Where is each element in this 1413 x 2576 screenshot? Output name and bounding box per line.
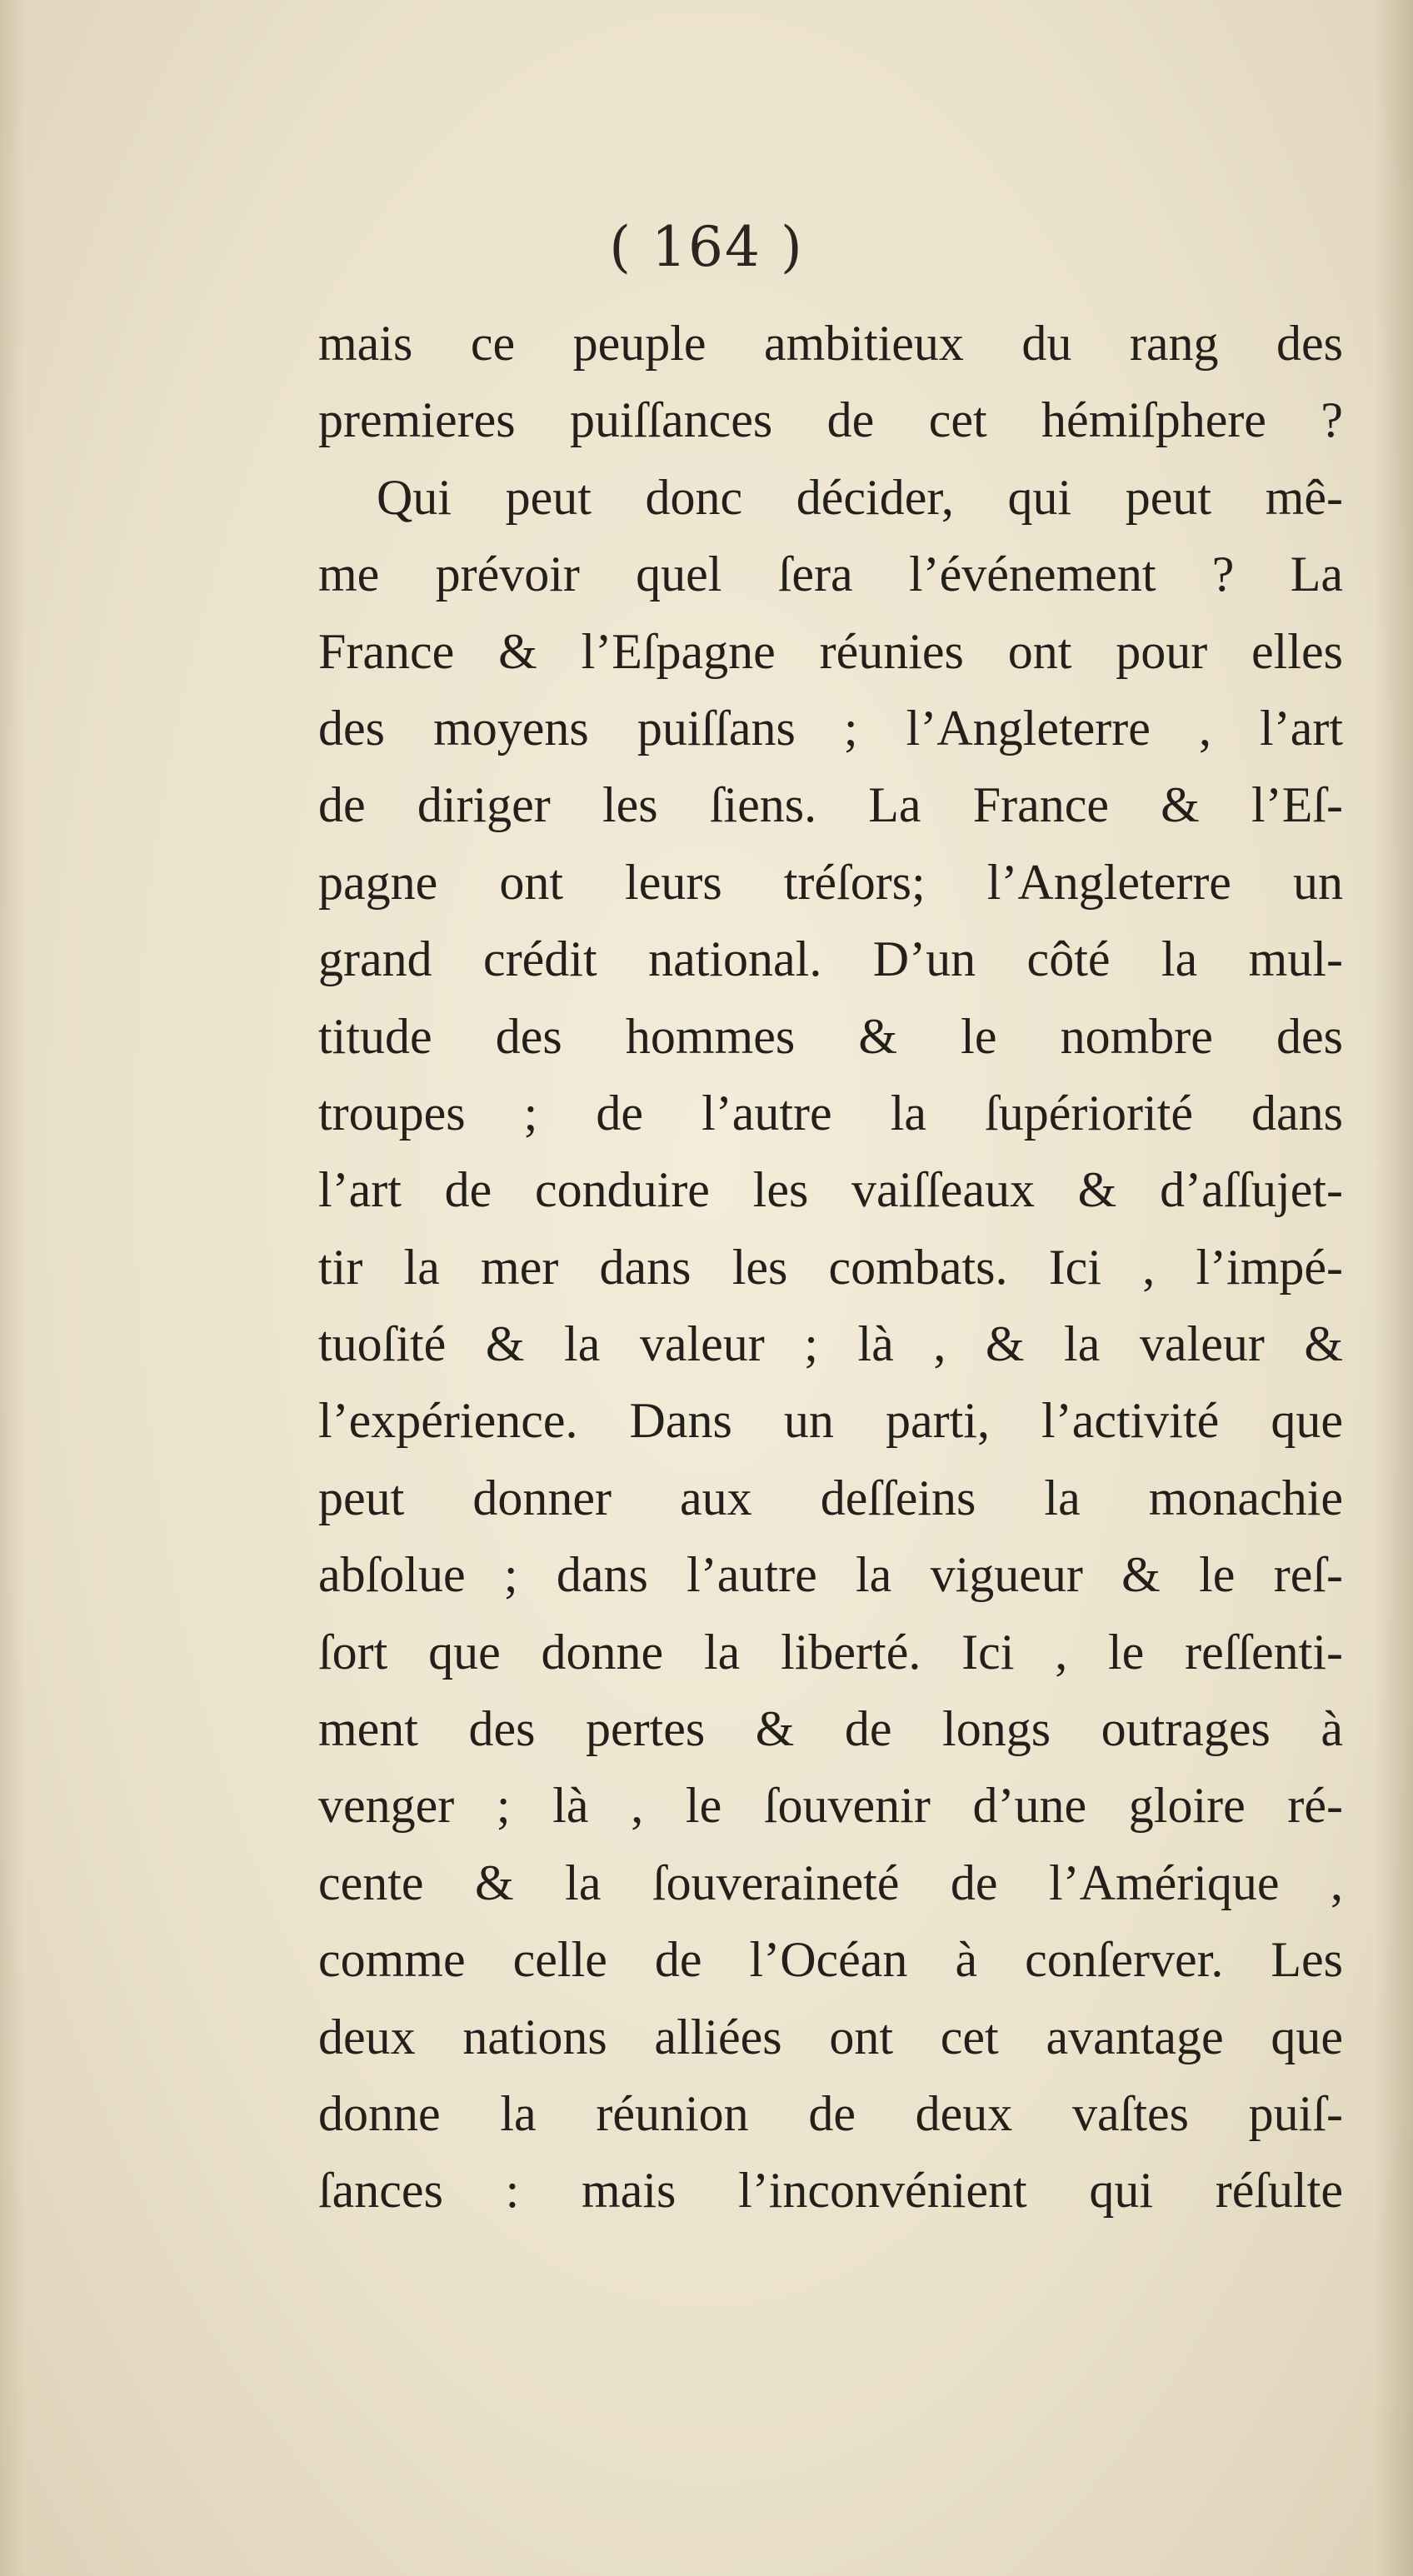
text-line: deux nations alliées ont cet avantage que (318, 2009, 1343, 2064)
page-number: ( 164 ) (609, 215, 804, 279)
text-line: Qui peut donc décider, qui peut mê- (377, 469, 1343, 525)
text-line: ſances : mais l’inconvénient qui réſulte (318, 2163, 1343, 2219)
text-line: venger ; là , le ſouvenir d’une gloire ré- (318, 1778, 1343, 1834)
text-line: ment des pertes & de longs outrages à (318, 1701, 1343, 1757)
body-text (318, 305, 1343, 2229)
text-line: comme celle de l’Océan à conſerver. Les (318, 1932, 1343, 1988)
text-line: abſolue ; dans l’autre la vigueur & le reſ- (318, 1547, 1343, 1603)
text-line: pagne ont leurs tréſors; l’Angleterre un (318, 854, 1343, 910)
text-line: titude des hommes & le nombre des (318, 1008, 1343, 1064)
text-line: France & l’Eſpagne réunies ont pour elles (318, 623, 1343, 679)
text-line: ſort que donne la liberté. Ici , le reſſenti- (318, 1624, 1343, 1680)
text-line: grand crédit national. D’un côté la mul- (318, 931, 1343, 987)
text-line: me prévoir quel ſera l’événement ? La (318, 547, 1343, 602)
text-line: donne la réunion de deux vaſtes puiſ- (318, 2085, 1343, 2141)
text-line: de diriger les ſiens. La France & l’Eſ- (318, 777, 1343, 833)
text-line: premieres puiſſances de cet hémiſphere ? (318, 392, 1343, 448)
text-line: l’expérience. Dans un parti, l’activité que (318, 1393, 1343, 1449)
text-line: l’art de conduire les vaiſſeaux & d’aſſujet- (318, 1162, 1343, 1218)
text-line: mais ce peuple ambitieux du rang des (318, 316, 1343, 371)
text-line: tuoſité & la valeur ; là , & la valeur & (318, 1316, 1343, 1372)
text-line: cente & la ſouveraineté de l’Amérique , (318, 1855, 1343, 1910)
text-line: tir la mer dans les combats. Ici , l’impé- (318, 1239, 1343, 1295)
text-line: peut donner aux deſſeins la monachie (318, 1470, 1343, 1525)
text-line: troupes ; de l’autre la ſupériorité dans (318, 1085, 1343, 1141)
text-line: des moyens puiſſans ; l’Angleterre , l’art (318, 700, 1343, 756)
